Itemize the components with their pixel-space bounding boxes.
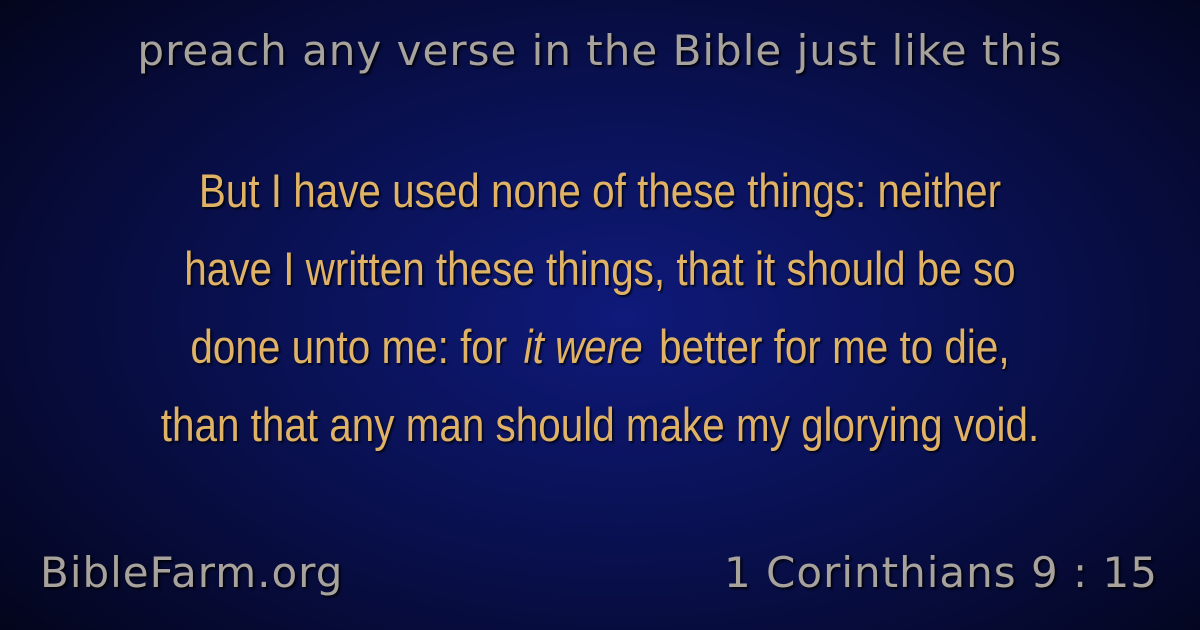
verse-text [118, 152, 1081, 464]
verse-line-1: But I have used none of these things: neither [198, 164, 1002, 217]
verse-line-2: have I written these things, that it should be so [184, 242, 1016, 295]
verse-italic-phrase: it were [523, 320, 643, 373]
tagline: preach any verse in the Bible just like this [137, 26, 1063, 75]
verse-reference: 1 Corinthians 9 : 15 [723, 548, 1158, 597]
verse-line-3 [118, 308, 1081, 386]
site-name: BibleFarm.org [40, 548, 344, 597]
verse-line-4: than that any man should make my glorying void. [160, 398, 1040, 451]
verse-line-3-start: done unto me: for [190, 320, 508, 373]
verse-line-3-end: better for me to die, [647, 320, 1010, 373]
